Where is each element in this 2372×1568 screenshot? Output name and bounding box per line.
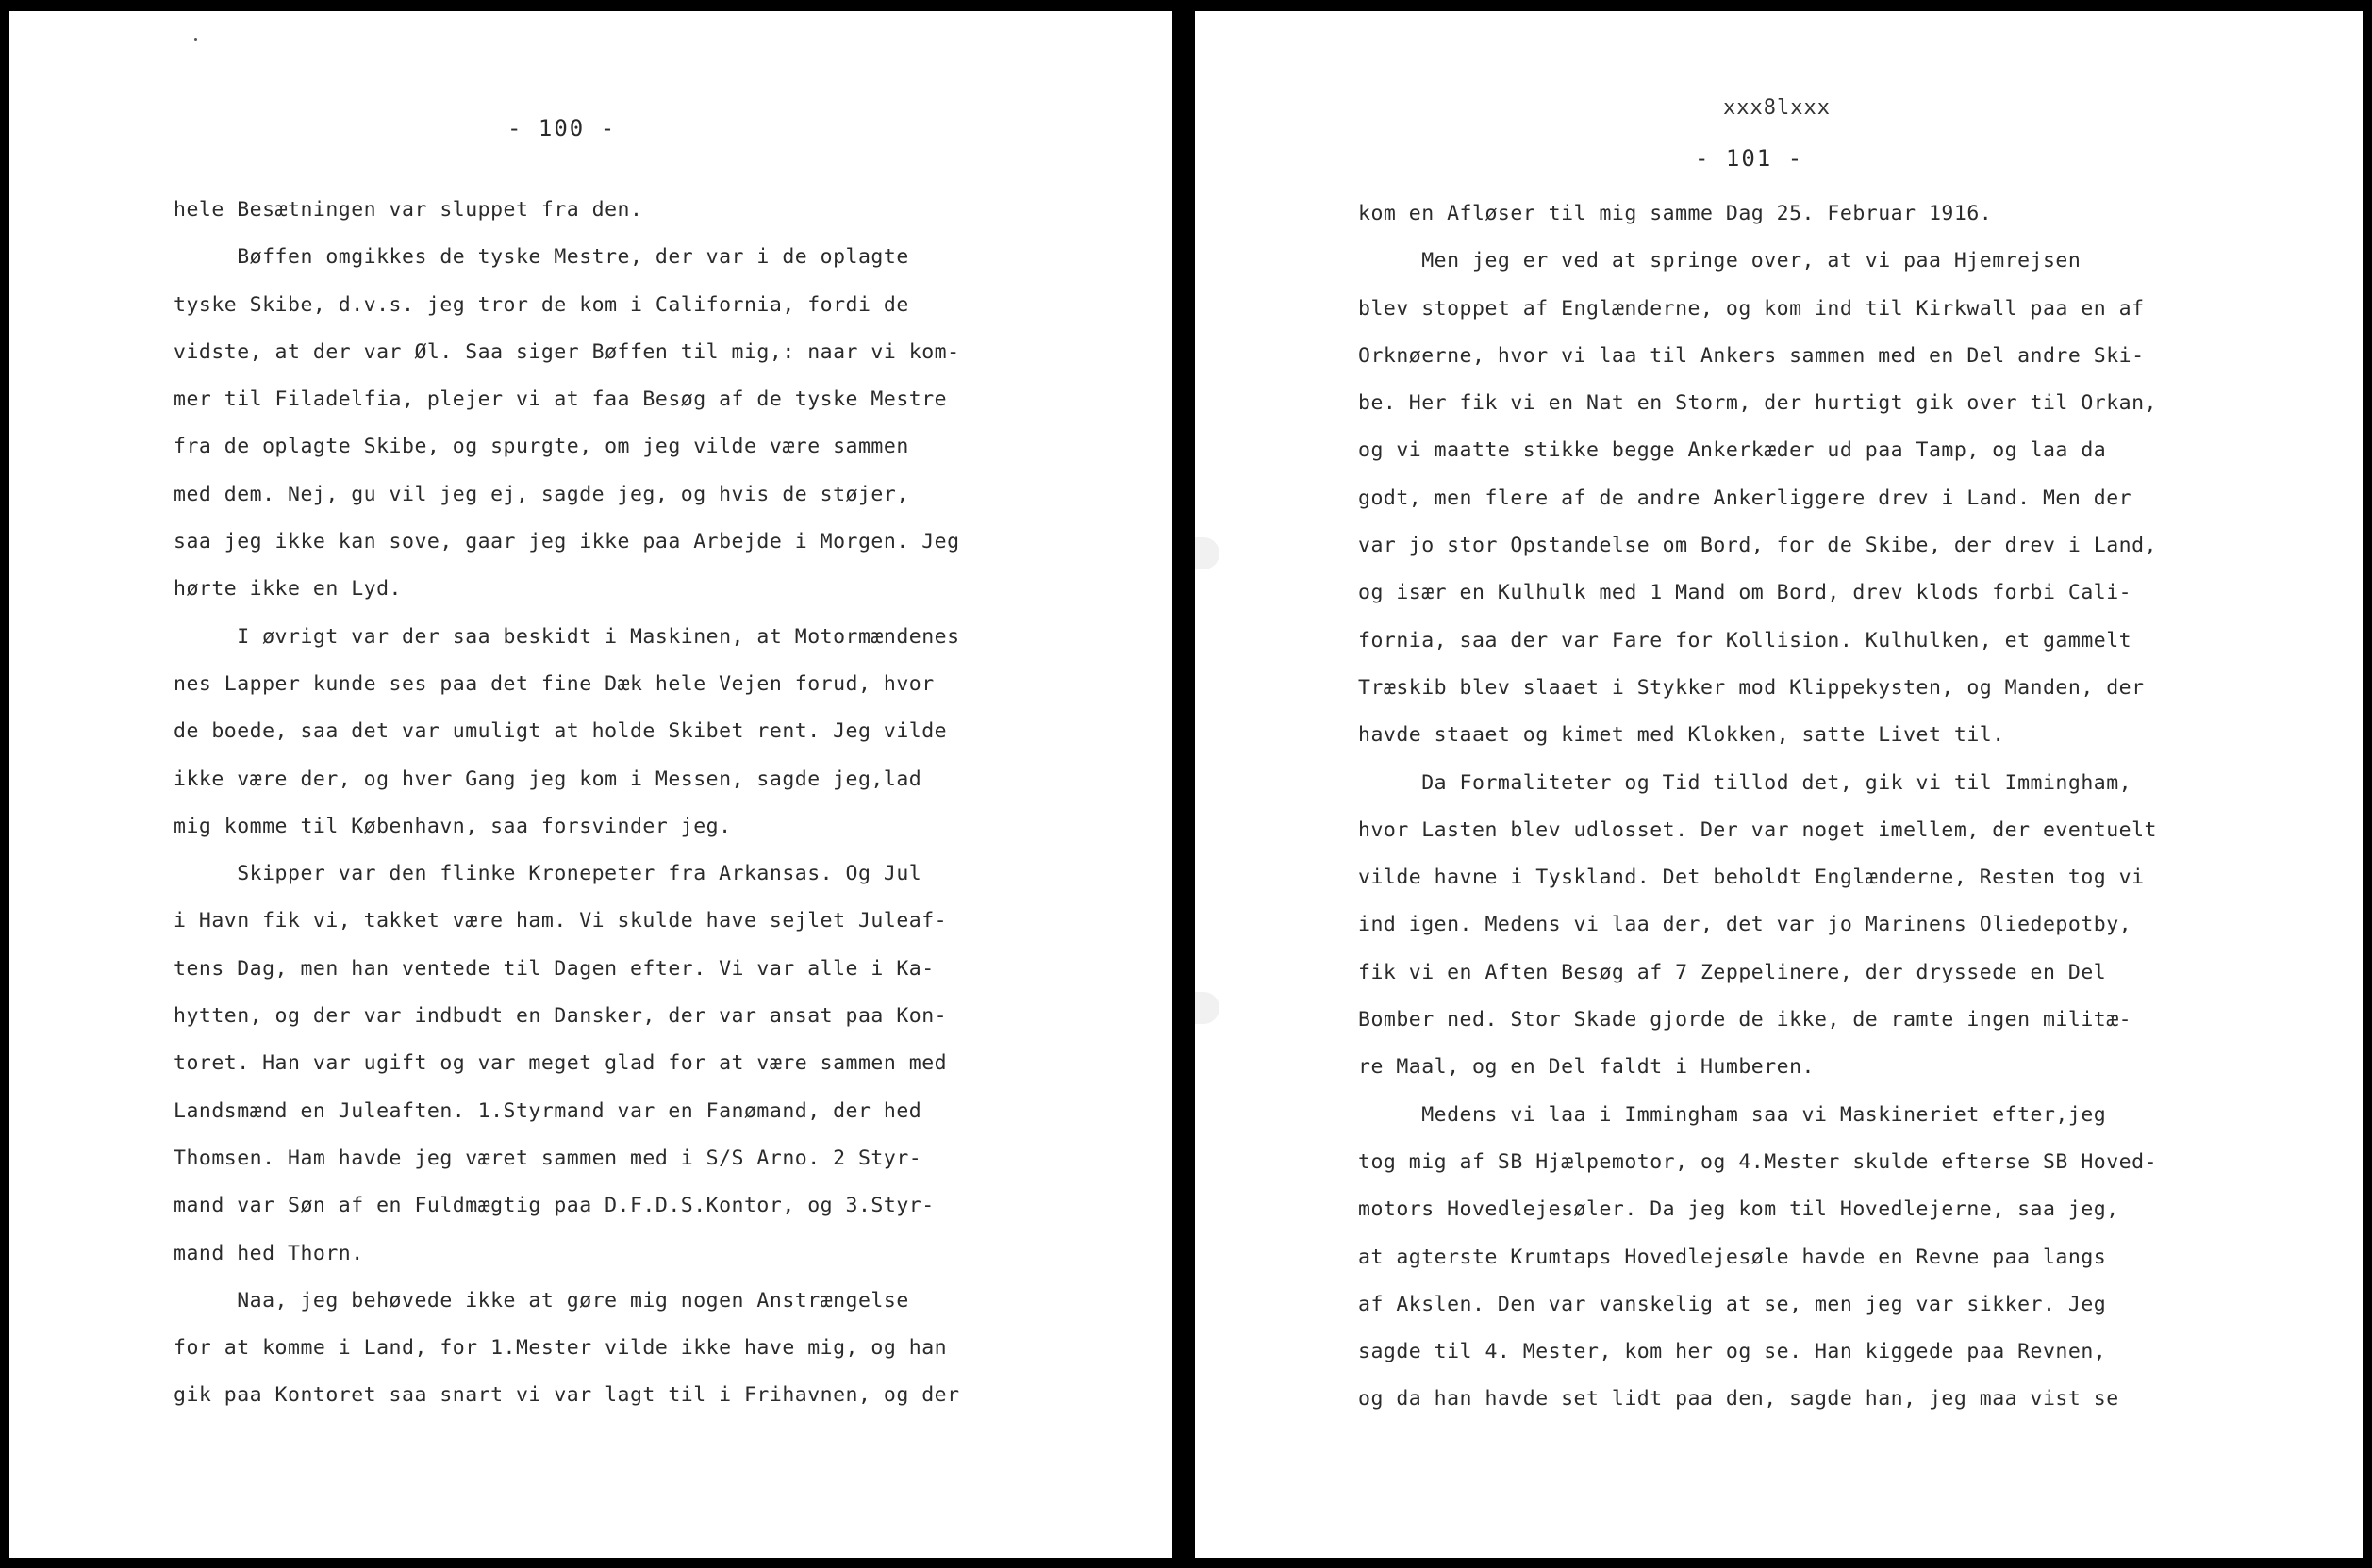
text-line: mig komme til København, saa forsvinder jeg.	[174, 814, 732, 838]
page-number: - 101 -	[1695, 145, 1804, 172]
text-line: mand var Søn af en Fuldmægtig paa D.F.D.S.Kontor, og 3.Styr-	[174, 1194, 935, 1218]
text-line: tyske Skibe, d.v.s. jeg tror de kom i California, fordi de	[174, 292, 909, 317]
text-line: be. Her fik vi en Nat en Storm, der hurtigt gik over til Orkan,	[1358, 391, 2157, 416]
page-number: - 100 -	[507, 115, 617, 141]
text-line: Bøffen omgikkes de tyske Mestre, der var i de oplagte	[174, 245, 909, 270]
text-line: at agterste Krumtaps Hovedlejesøle havde en Revne paa langs	[1358, 1245, 2107, 1269]
text-line: hvor Lasten blev udlosset. Der var noget imellem, der eventuelt	[1358, 817, 2157, 842]
text-line: Men jeg er ved at springe over, at vi paa Hjemrejsen	[1358, 249, 2082, 273]
text-line: mer til Filadelfia, plejer vi at faa Besøg af de tyske Mestre	[174, 388, 948, 412]
text-line: gik paa Kontoret saa snart vi var lagt til i Frihavnen, og der	[174, 1383, 960, 1408]
text-line: Da Formaliteter og Tid tillod det, gik vi til Immingham,	[1358, 770, 2132, 795]
text-line: mand hed Thorn.	[174, 1241, 364, 1265]
text-line: motors Hovedlejesøler. Da jeg kom til Hovedlejerne, saa jeg,	[1358, 1197, 2119, 1222]
text-line: fornia, saa der var Fare for Kollision. Kulhulken, et gammelt	[1358, 628, 2132, 652]
text-line: ind igen. Medens vi laa der, det var jo Marinens Oliedepotby,	[1358, 913, 2132, 937]
text-line: med dem. Nej, gu vil jeg ej, sagde jeg, og hvis de støjer,	[174, 482, 909, 506]
text-line: blev stoppet af Englænderne, og kom ind til Kirkwall paa en af	[1358, 296, 2145, 321]
left-page	[9, 11, 1172, 1558]
typed-text-block	[174, 187, 1145, 1420]
text-line: hele Besætningen var sluppet fra den.	[174, 198, 643, 222]
text-line: hytten, og der var indbudt en Dansker, der var ansat paa Kon-	[174, 1004, 948, 1029]
punch-hole	[1195, 992, 1219, 1024]
text-line: nes Lapper kunde ses paa det fine Dæk hele Vejen forud, hvor	[174, 671, 935, 696]
text-line: Bomber ned. Stor Skade gjorde de ikke, de ramte ingen militæ-	[1358, 1008, 2132, 1032]
text-line: Thomsen. Ham havde jeg været sammen med i S/S Arno. 2 Styr-	[174, 1146, 922, 1170]
text-line: Medens vi laa i Immingham saa vi Maskineriet efter,jeg	[1358, 1102, 2107, 1127]
paper-speck	[194, 38, 197, 41]
typed-text-block	[1358, 190, 2339, 1424]
text-line: i Havn fik vi, takket være ham. Vi skulde have sejlet Julеaf-	[174, 909, 948, 933]
right-page	[1195, 11, 2363, 1558]
text-line: hørte ikke en Lyd.	[174, 577, 402, 602]
text-line: saa jeg ikke kan sove, gaar jeg ikke paa Arbejde i Morgen. Jeg	[174, 530, 960, 554]
text-line: tens Dag, men han ventede til Dagen efter. Vi var alle i Ka-	[174, 956, 935, 981]
text-line: fik vi en Aften Besøg af 7 Zeppelinere, der dryssede en Del	[1358, 960, 2107, 984]
text-line: var jo stor Opstandelse om Bord, for de Skibe, der drev i Land,	[1358, 534, 2157, 558]
punch-hole	[1195, 537, 1219, 569]
text-line: og da han havde set lidt paa den, sagde han, jeg maa vist se	[1358, 1387, 2119, 1411]
text-line: tog mig af SB Hjælpemotor, og 4.Mester skulde efterse SB Hoved-	[1358, 1149, 2157, 1174]
text-line: Orknøerne, hvor vi laa til Ankers sammen med en Del andre Ski-	[1358, 343, 2145, 368]
text-line: toret. Han var ugift og var meget glad for at være sammen med	[174, 1051, 948, 1076]
text-line: kom en Afløser til mig samme Dag 25. Februar 1916.	[1358, 202, 1993, 225]
text-line: fra de oplagte Skibe, og spurgte, om jeg vilde være sammen	[174, 435, 909, 459]
text-line: og især en Kulhulk med 1 Mand om Bord, drev klods forbi Cali-	[1358, 581, 2132, 605]
text-line: Træskib blev slaaet i Stykker mod Klippekysten, og Manden, der	[1358, 675, 2145, 700]
text-line: godt, men flere af de andre Ankerliggere drev i Land. Men der	[1358, 486, 2132, 510]
text-line: og vi maatte stikke begge Ankerkæder ud paa Tamp, og laa da	[1358, 438, 2107, 463]
text-line: ikke være der, og hver Gang jeg kom i Messen, sagde jeg,lad	[174, 767, 922, 791]
text-line: re Maal, og en Del faldt i Humberen.	[1358, 1055, 1815, 1080]
text-line: vidste, at der var Øl. Saa siger Bøffen til mig,: naar vi kom-	[174, 339, 960, 364]
struck-header: xxx8lxxx	[1723, 96, 1831, 120]
text-line: for at komme i Land, for 1.Mester vilde ikke have mig, og han	[174, 1336, 948, 1361]
text-line: havde staaet og kimet med Klokken, satte Livet til.	[1358, 723, 2005, 748]
text-line: I øvrigt var der saa beskidt i Maskinen, at Motormændenes	[174, 624, 960, 649]
text-line: Naa, jeg behøvede ikke at gøre mig nogen Anstrængelse	[174, 1288, 909, 1312]
text-line: sagde til 4. Mester, kom her og se. Han kiggede paa Revnen,	[1358, 1340, 2107, 1364]
text-line: af Akslen. Den var vanskelig at se, men jeg var sikker. Jeg	[1358, 1292, 2107, 1316]
text-line: Landsmænd en Juleaften. 1.Styrmand var en Fanømand, der hed	[174, 1098, 922, 1123]
text-line: de boede, saa det var umuligt at holde Skibet rent. Jeg vilde	[174, 719, 948, 744]
text-line: Skipper var den flinke Kronepeter fra Arkansas. Og Jul	[174, 862, 922, 886]
text-line: vilde havne i Tyskland. Det beholdt Englænderne, Resten tog vi	[1358, 866, 2145, 890]
